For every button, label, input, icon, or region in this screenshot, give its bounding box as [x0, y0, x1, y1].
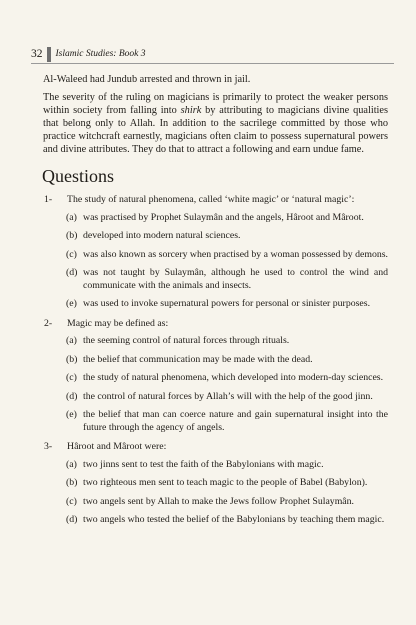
option-item	[66, 514, 388, 527]
option-item	[66, 496, 388, 509]
option-list	[66, 212, 388, 311]
question-stem	[43, 441, 388, 454]
option-item	[66, 212, 388, 225]
paragraph-2: The severity of the ruling on magicians is primarily to protect the weaker persons within society from falling into shirk by attributing to magicians divine qualities that belong only to Allah. In addition to the sacrilege committed by those who practice witchcraft earnestly, magicians often claim to possess supernatural powers and divine attributes. They do that to attract a following and earn undue fame.	[43, 92, 388, 155]
page-body	[43, 73, 388, 534]
option-text: two righteous men sent to teach magic to the people of Babel (Babylon).	[83, 477, 368, 488]
option-letter: (c)	[66, 495, 77, 507]
option-text: two jinns sent to test the faith of the Babylonians with magic.	[83, 458, 324, 470]
questions-heading: Questions	[42, 166, 114, 186]
option-item	[66, 354, 388, 367]
option-letter: (d)	[66, 390, 78, 402]
question-text: The study of natural phenomena, called ‘white magic’ or ‘natural magic’:	[67, 194, 355, 205]
option-text: was practised by Prophet Sulaymân and the angels, Hâroot and Mâroot.	[83, 211, 364, 223]
option-letter: (d)	[66, 267, 78, 278]
option-text: the belief that communication may be made with the dead.	[83, 353, 313, 365]
question-2	[43, 318, 388, 435]
option-item	[66, 267, 388, 292]
option-item	[66, 477, 388, 490]
option-item	[66, 372, 388, 385]
option-letter: (c)	[66, 248, 77, 260]
book-title: Islamic Studies: Book 3	[55, 49, 146, 59]
option-text: the control of natural forces by Allah’s will with the help of the good jinn.	[83, 390, 373, 402]
option-letter: (e)	[66, 298, 77, 309]
page-number: 32	[31, 48, 43, 60]
option-item	[66, 335, 388, 348]
option-item	[66, 298, 388, 311]
option-text: was not taught by Sulaymân, although he used to control the wind and communicate with the animals and insects.	[83, 267, 388, 291]
question-number: 1-	[44, 194, 53, 205]
option-item	[66, 409, 388, 434]
question-stem	[43, 318, 388, 331]
option-letter: (b)	[66, 477, 78, 488]
running-header	[31, 45, 145, 63]
question-number: 2-	[44, 317, 53, 329]
option-letter: (d)	[66, 514, 78, 525]
option-text: two angels sent by Allah to make the Jews follow Prophet Sulaymân.	[83, 495, 355, 507]
option-letter: (b)	[66, 353, 78, 365]
option-list	[66, 335, 388, 434]
option-text: was used to invoke supernatural powers for personal or sinister purposes.	[83, 298, 371, 309]
header-rule	[31, 63, 394, 64]
option-text: was also known as sorcery when practised by a woman possessed by demons.	[83, 248, 388, 260]
header-bar-decoration	[47, 47, 51, 62]
question-1	[43, 194, 388, 311]
option-list	[66, 459, 388, 527]
option-letter: (a)	[66, 335, 77, 346]
question-text: Magic may be defined as:	[67, 317, 169, 329]
option-item	[66, 459, 388, 472]
option-letter: (c)	[66, 372, 77, 383]
option-text: developed into modern natural sciences.	[83, 230, 241, 241]
option-text: the study of natural phenomena, which developed into modern-day sciences.	[83, 372, 384, 383]
option-item	[66, 249, 388, 262]
option-text: the seeming control of natural forces through rituals.	[83, 335, 290, 346]
paragraph-1: Al-Waleed had Jundub arrested and thrown in jail.	[43, 74, 251, 85]
option-letter: (b)	[66, 230, 78, 241]
option-text: the belief that man can coerce nature and gain supernatural insight into the future through the agency of angels.	[83, 409, 388, 433]
question-text: Hâroot and Mâroot were:	[67, 441, 167, 452]
option-item	[66, 391, 388, 404]
question-3	[43, 441, 388, 527]
option-text: two angels who tested the belief of the Babylonians by teaching them magic.	[83, 514, 385, 525]
option-item	[66, 230, 388, 243]
question-stem	[43, 194, 388, 207]
option-letter: (a)	[66, 458, 77, 470]
question-number: 3-	[44, 441, 53, 452]
option-letter: (e)	[66, 409, 77, 420]
option-letter: (a)	[66, 211, 77, 223]
